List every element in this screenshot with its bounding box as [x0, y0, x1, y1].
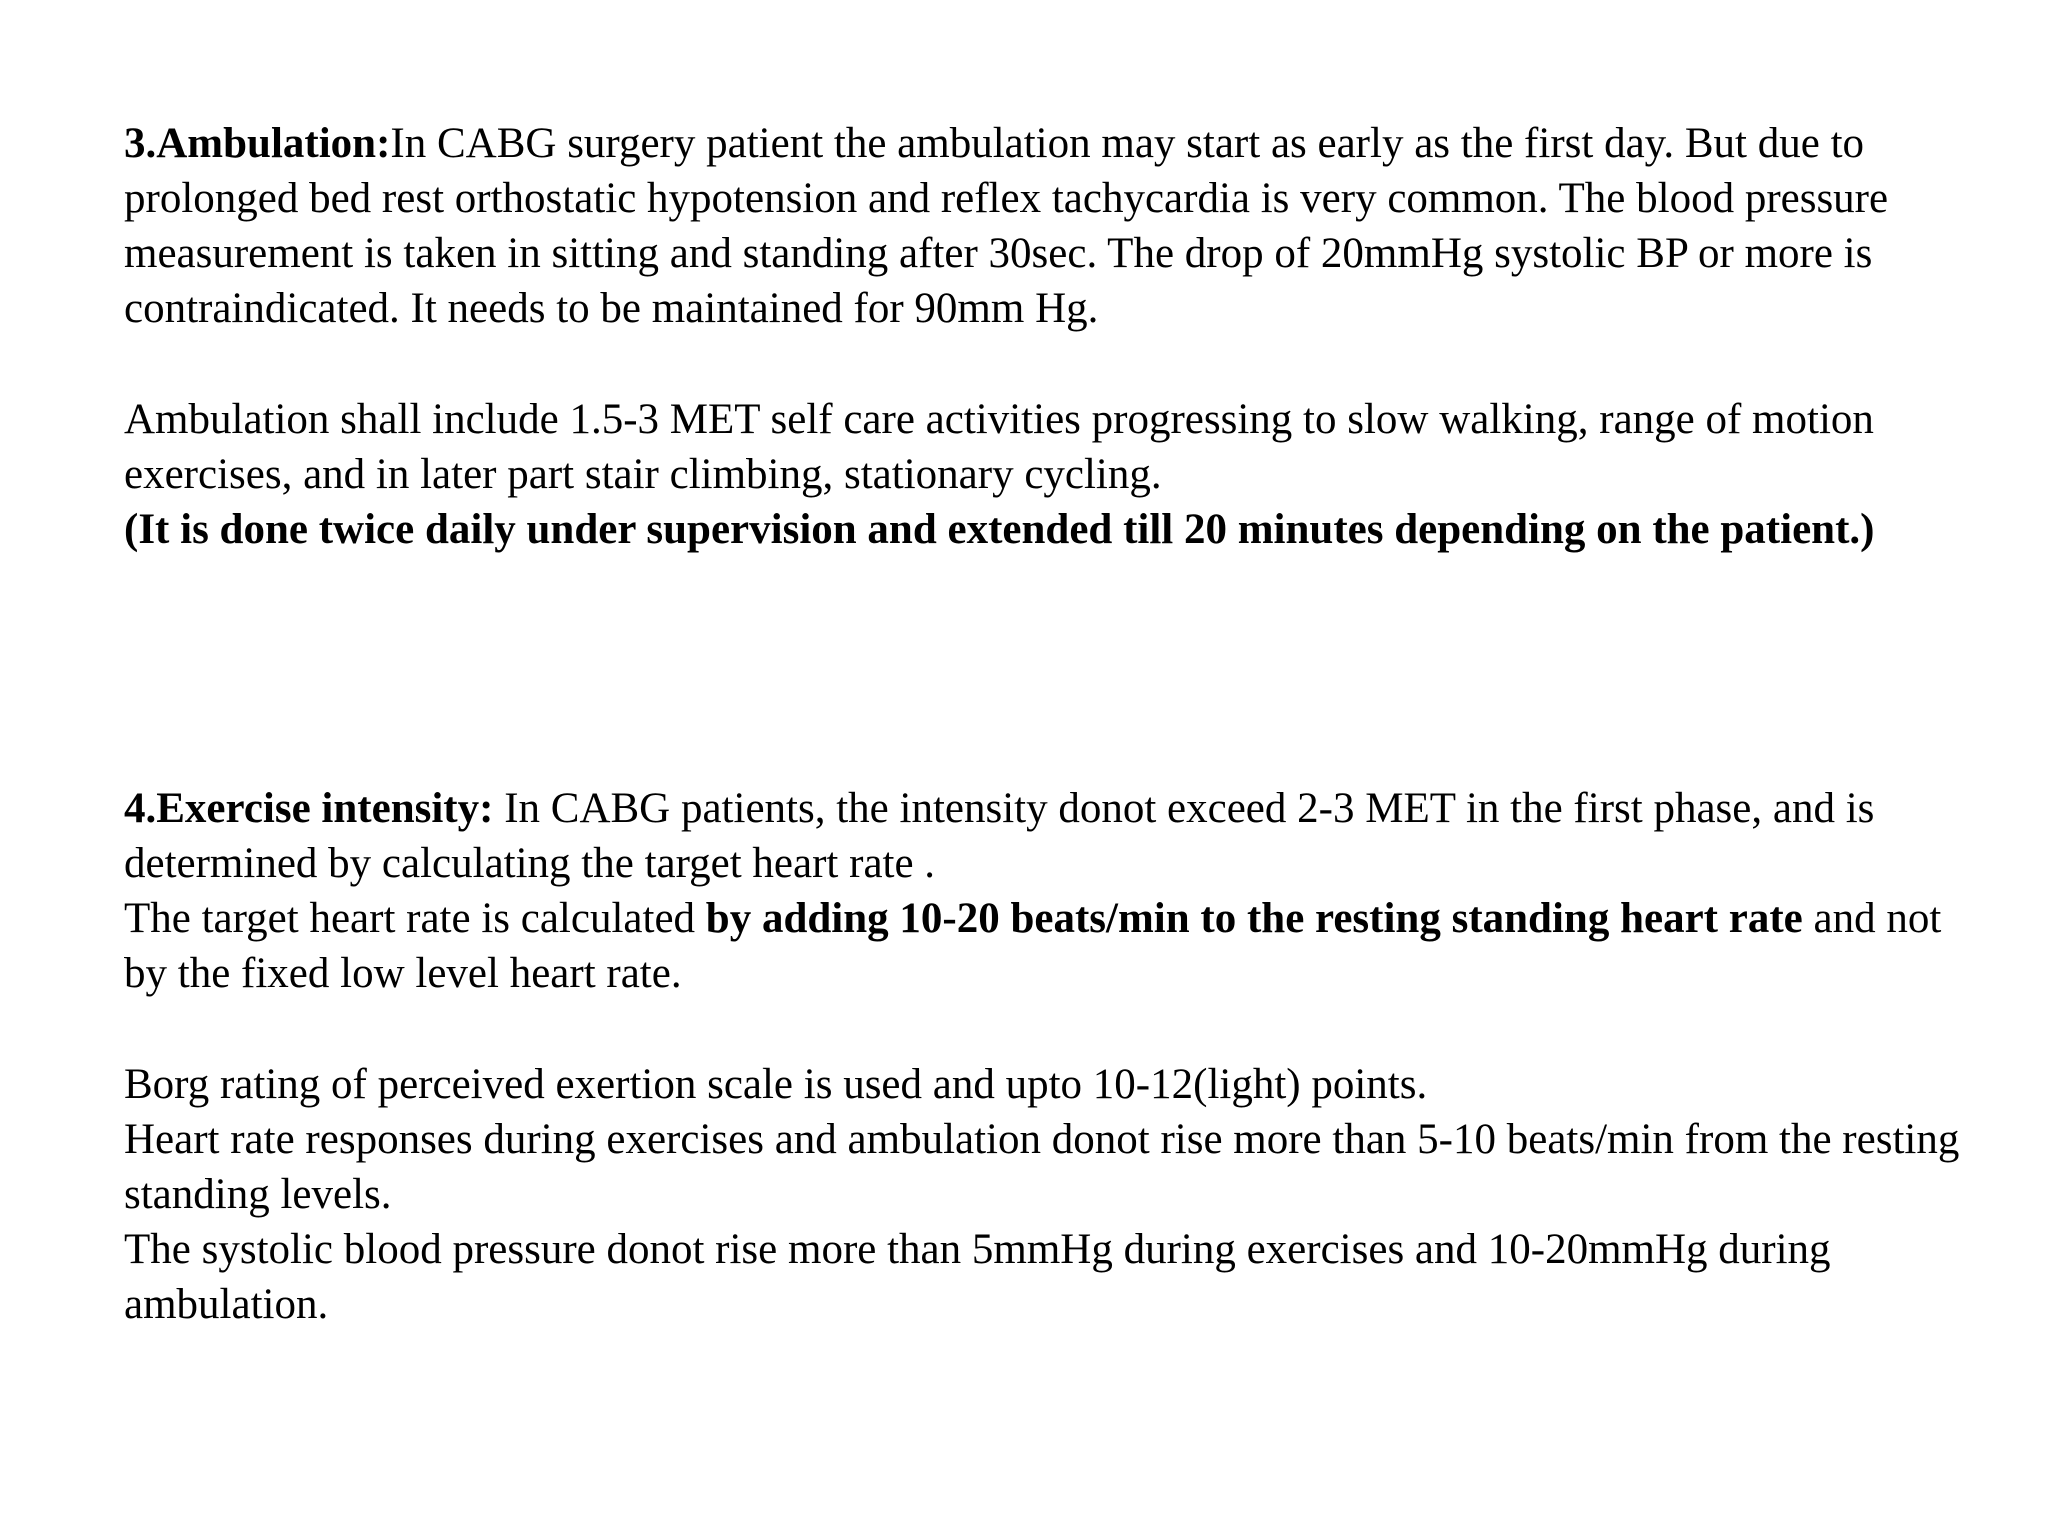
borg-scale-text: Borg rating of perceived exertion scale is used and upto 10-12(light) points.	[124, 1061, 1428, 1108]
exercise-intensity-text: In CABG patients, the intensity donot exceed 2-3 MET in the first phase, and is determined by calculating the target heart rate .	[124, 785, 1875, 887]
blood-pressure-text: The systolic blood pressure donot rise more than 5mmHg during exercises and 10-20mmHg during ambulation.	[124, 1226, 1831, 1328]
ambulation-heading: 3.Ambulation:	[124, 120, 391, 167]
heart-rate-response-text: Heart rate responses during exercises and ambulation donot rise more than 5-10 beats/min from the resting standing levels.	[124, 1116, 1960, 1218]
ambulation-detail-section	[124, 392, 1984, 557]
ambulation-activities: Ambulation shall include 1.5-3 MET self care activities progressing to slow walking, range of motion exercises, and in later part stair climbing, stationary cycling.	[124, 396, 1874, 498]
ambulation-frequency-note: (It is done twice daily under supervision and extended till 20 minutes depending on the patient.)	[124, 506, 1875, 553]
exercise-intensity-section	[124, 781, 1984, 1001]
target-hr-suffix: and not by the fixed low level heart rate.	[124, 895, 1942, 997]
target-heart-rate-paragraph	[124, 891, 1984, 1001]
ambulation-text: In CABG surgery patient the ambulation may start as early as the first day. But due to prolonged bed rest orthostatic hypotension and reflex tachycardia is very common. The blood pressure measurement is taken in sitting and standing after 30sec. The drop of 20mmHg systolic BP or more is contraindicated. It needs to be maintained for 90mm Hg.	[124, 120, 1889, 332]
target-hr-bold: by adding 10-20 beats/min to the resting standing heart rate	[705, 895, 1803, 942]
exercise-intensity-heading: 4.Exercise intensity:	[124, 785, 494, 832]
ambulation-paragraph	[124, 116, 1984, 336]
exercise-intensity-paragraph	[124, 781, 1984, 891]
monitoring-section	[124, 1057, 1984, 1332]
ambulation-section	[124, 116, 1984, 336]
target-hr-prefix: The target heart rate is calculated	[124, 895, 706, 942]
